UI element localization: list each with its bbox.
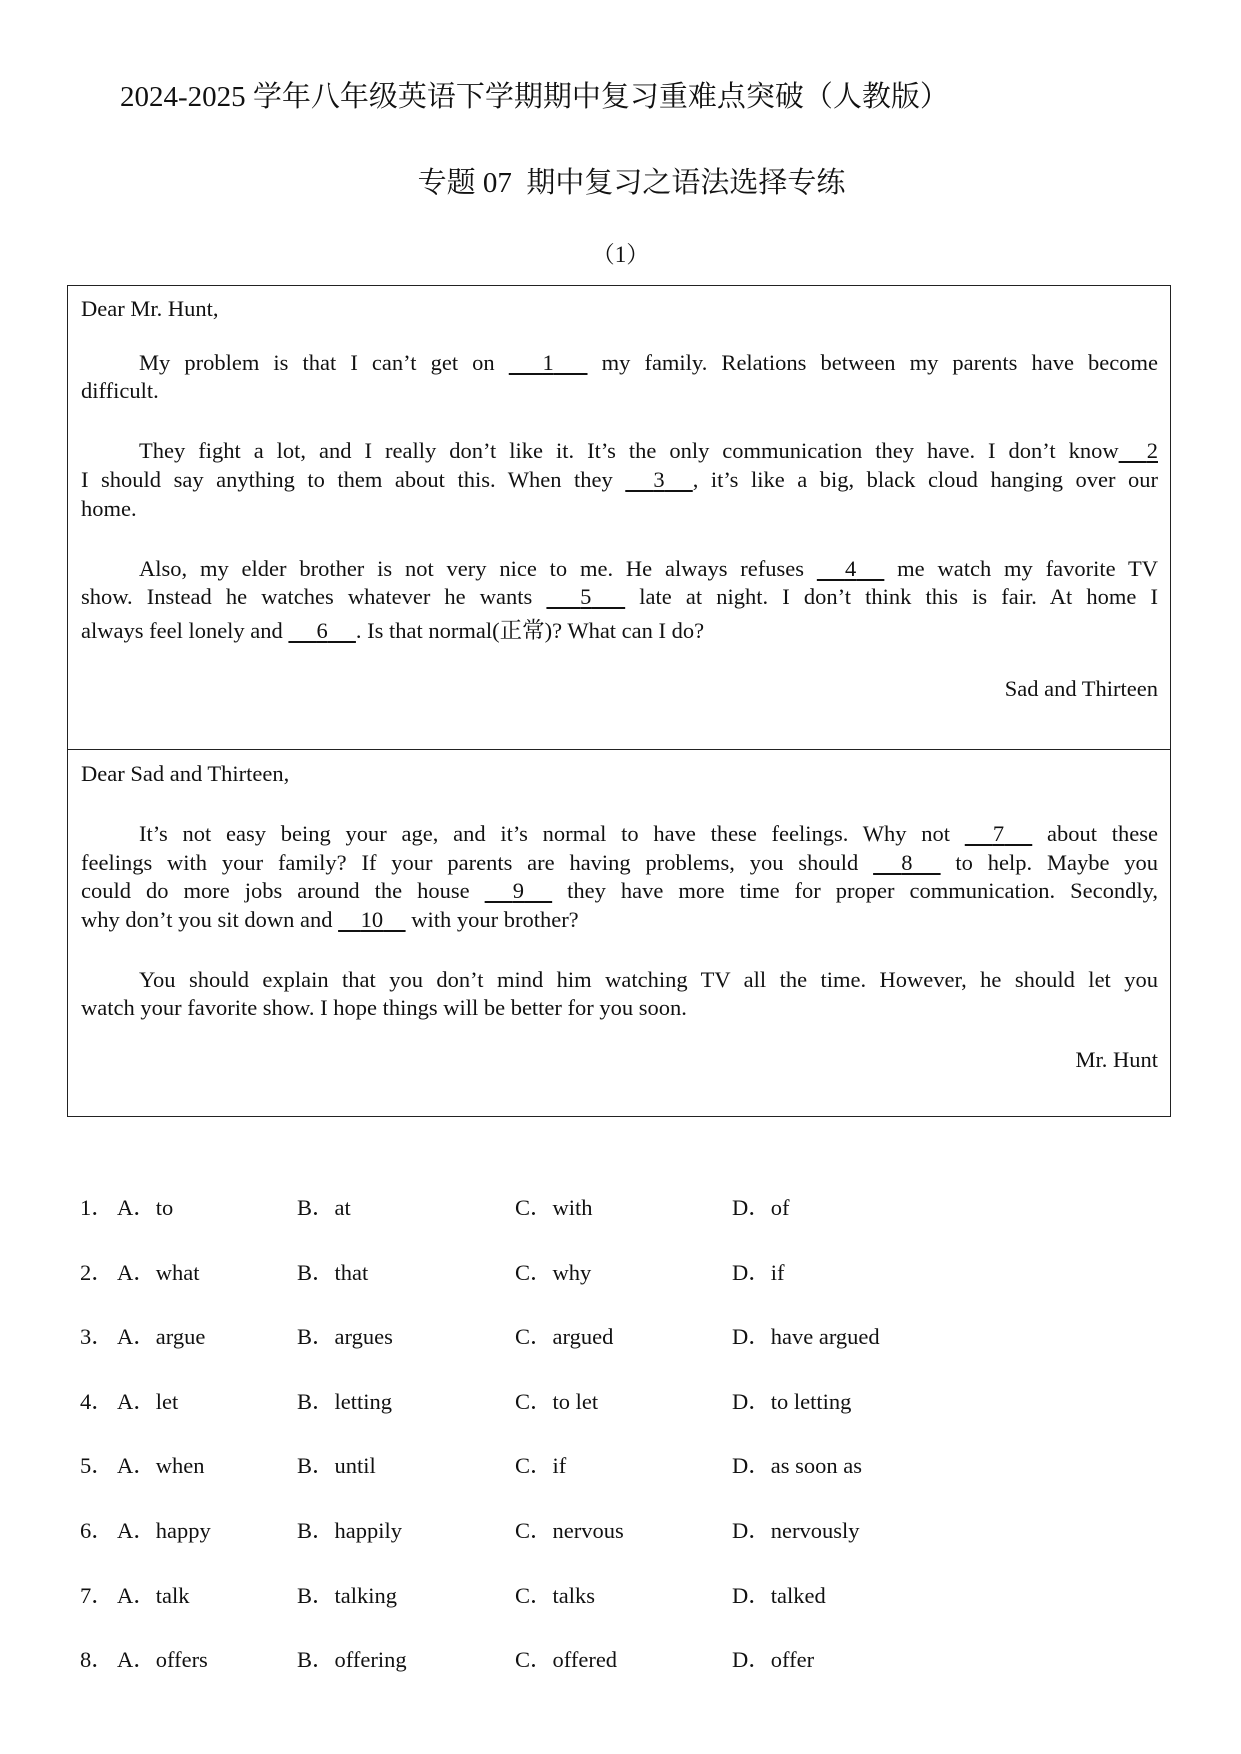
letter1-p1-line1: My problem is that I can’t get on 1 my family. Relations between my parents have become xyxy=(139,350,1158,375)
blank-10: 10 xyxy=(360,907,384,932)
question-number: 4． xyxy=(80,1389,114,1414)
letter1-p3-line3: always feel lonely and 6 . Is that normal(正常)? What can I do? xyxy=(81,618,705,643)
option-a[interactable]: A．happy xyxy=(117,1518,211,1543)
option-b[interactable]: B．that xyxy=(297,1260,369,1285)
option-c[interactable]: C．with xyxy=(515,1195,593,1220)
option-b[interactable]: B．talking xyxy=(297,1583,397,1608)
letter2-p1-line3: could do more jobs around the house 9 they have more time for proper communication. Secondly, xyxy=(81,878,1158,903)
option-a[interactable]: A．talk xyxy=(117,1583,190,1608)
letter-divider xyxy=(68,749,1170,750)
question-number: 3． xyxy=(80,1324,114,1349)
option-b[interactable]: B．until xyxy=(297,1453,376,1478)
question-number: 2． xyxy=(80,1260,114,1285)
option-b[interactable]: B．at xyxy=(297,1195,351,1220)
option-a[interactable]: A．argue xyxy=(117,1324,206,1349)
letter2-signature: Mr. Hunt xyxy=(1075,1047,1158,1072)
blank-8: 8 xyxy=(901,850,913,875)
letter2-p1-line4: why don’t you sit down and 10 with your brother? xyxy=(81,907,579,932)
letter1-p3-line2: show. Instead he watches whatever he wants 5 late at night. I don’t think this is fair. At home I xyxy=(81,584,1158,609)
letter1-signature: Sad and Thirteen xyxy=(1004,676,1158,701)
letter1-p2-line3: home. xyxy=(81,496,137,521)
option-d[interactable]: D．offer xyxy=(732,1647,815,1672)
letter2-greeting: Dear Sad and Thirteen, xyxy=(81,761,290,786)
option-b[interactable]: B．letting xyxy=(297,1389,392,1414)
blank-1: 1 xyxy=(542,350,554,375)
letter1-greeting: Dear Mr. Hunt, xyxy=(81,296,219,321)
option-c[interactable]: C．why xyxy=(515,1260,592,1285)
option-d[interactable]: D．nervously xyxy=(732,1518,860,1543)
passage-box xyxy=(67,285,1171,1117)
section-number: （1） xyxy=(591,242,650,267)
option-c[interactable]: C．nervous xyxy=(515,1518,624,1543)
option-d[interactable]: D．talked xyxy=(732,1583,826,1608)
blank-4: 4 xyxy=(844,556,857,581)
topic-number: 专题 07 xyxy=(417,167,512,199)
blank-9: 9 xyxy=(512,878,525,903)
option-a[interactable]: A．offers xyxy=(117,1647,208,1672)
blank-6: 6 xyxy=(316,618,328,643)
option-b[interactable]: B．happily xyxy=(297,1518,402,1543)
option-a[interactable]: A．when xyxy=(117,1453,205,1478)
question-number: 7． xyxy=(80,1583,114,1608)
option-a[interactable]: A．let xyxy=(117,1389,179,1414)
option-b[interactable]: B．argues xyxy=(297,1324,393,1349)
letter1-p2-line2: I should say anything to them about this. When they 3 , it’s like a big, black cloud hanging over our xyxy=(81,467,1158,492)
letter2-p1-line1: It’s not easy being your age, and it’s normal to have these feelings. Why not 7 about these xyxy=(139,821,1158,846)
topic-text: 期中复习之语法选择专练 xyxy=(526,167,846,199)
question-number: 6． xyxy=(80,1518,114,1543)
option-c[interactable]: C．if xyxy=(515,1453,567,1478)
question-number: 8． xyxy=(80,1647,114,1672)
option-a[interactable]: A．to xyxy=(117,1195,174,1220)
option-d[interactable]: D．have argued xyxy=(732,1324,880,1349)
letter1-p3-line1: Also, my elder brother is not very nice to me. He always refuses 4 me watch my favorite TV xyxy=(139,556,1158,581)
blank-7: 7 xyxy=(992,821,1005,846)
document-title: 2024-2025 学年八年级英语下学期期中复习重难点突破（人教版） xyxy=(120,81,949,113)
question-number: 5． xyxy=(80,1453,114,1478)
option-c[interactable]: C．to let xyxy=(515,1389,599,1414)
letter1-p1-line2: difficult. xyxy=(81,378,159,403)
option-b[interactable]: B．offering xyxy=(297,1647,407,1672)
option-c[interactable]: C．offered xyxy=(515,1647,618,1672)
topic-subtitle xyxy=(0,160,1241,201)
option-d[interactable]: D．if xyxy=(732,1260,785,1285)
blank-2: 2 xyxy=(1146,438,1158,463)
option-c[interactable]: C．argued xyxy=(515,1324,614,1349)
question-number: 1． xyxy=(80,1195,114,1220)
option-d[interactable]: D．as soon as xyxy=(732,1453,862,1478)
option-c[interactable]: C．talks xyxy=(515,1583,596,1608)
letter1-p2-line1: They fight a lot, and I really don’t like it. It’s the only communication they have. I don’t know 2 xyxy=(139,438,1158,463)
option-d[interactable]: D．to letting xyxy=(732,1389,852,1414)
option-d[interactable]: D．of xyxy=(732,1195,790,1220)
letter2-p1-line2: feelings with your family? If your parents are having problems, you should 8 to help. Maybe you xyxy=(81,850,1158,875)
blank-5: 5 xyxy=(580,584,592,609)
letter2-p2-line2: watch your favorite show. I hope things will be better for you soon. xyxy=(81,995,687,1020)
letter2-p2-line1: You should explain that you don’t mind him watching TV all the time. However, he should let you xyxy=(139,967,1158,992)
blank-3: 3 xyxy=(653,467,665,492)
option-a[interactable]: A．what xyxy=(117,1260,200,1285)
